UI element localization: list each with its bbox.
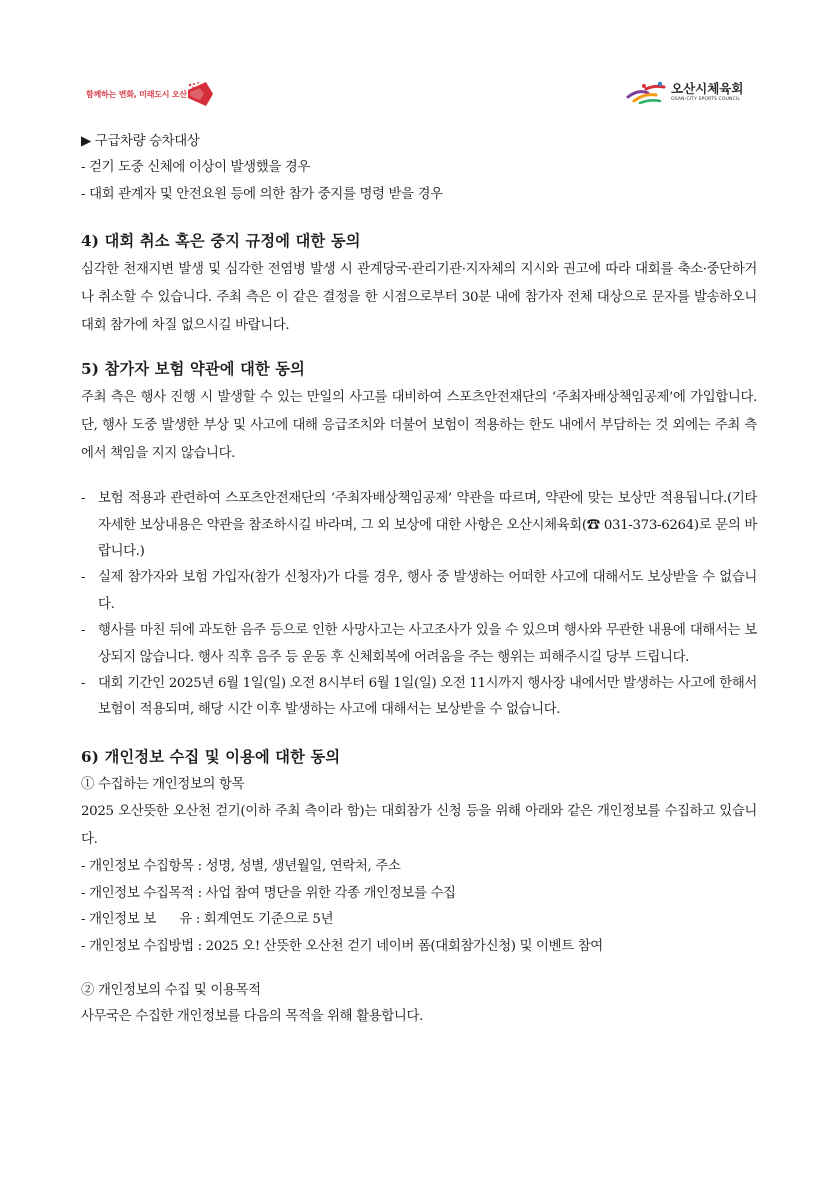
section-6-sub1-title: ① 수집하는 개인정보의 항목: [81, 776, 245, 792]
insurance-item-text: 행사를 마친 뒤에 과도한 음주 등으로 인한 사망사고는 사고조사가 있을 수 있으며 행사와 무관한 내용에 대해서는 보상되지 않습니다. 행사 직후 음주 등 운동 후 신체회복에 어려움을 주는 행위는 피해주시길 당부 드립니다.: [98, 623, 757, 665]
arrow-logo-icon: [184, 80, 214, 108]
sports-council-logo: [626, 81, 743, 105]
section-5-heading: 5) 참가자 보험 약관에 대한 동의: [81, 360, 306, 379]
slogan-text: 함께하는 변화, 미래도시 오산: [86, 89, 187, 99]
section-6-sub1-body: 2025 오산뜻한 오산천 걷기(이하 주최 측이라 함)는 대회참가 신청 등을 위해 아래와 같은 개인정보를 수집하고 있습니다.: [81, 804, 757, 848]
city-slogan-logo: [86, 80, 214, 108]
sports-council-emblem-icon: [626, 81, 666, 105]
section-5-body: 주최 측은 행사 진행 시 발생할 수 있는 만일의 사고를 대비하여 스포츠안전재단의 ‘주최자배상책임공제’에 가입합니다. 단, 행사 도중 발생한 부상 및 사고에 대해 응급조치와 더불어 보험이 적용하는 한도 내에서 부담하는 것 외에는 주최 측에서 책임을 지지 않습니다.: [81, 390, 757, 462]
insurance-item-text: 보험 적용과 관련하여 스포츠안전재단의 ‘주최자배상책임공제’ 약관을 따르며, 약관에 맞는 보상만 적용됩니다.(기타 자세한 보상내용은 약관을 참조하시길 바라며, 그 외 보상에 대한 사항은 오산시체육회(☎ 031-373-6264)로 문의 바랍니다.): [98, 491, 757, 560]
privacy-item: - 개인정보 수집항목 : 성명, 성별, 생년월일, 연락처, 주소: [81, 859, 401, 875]
insurance-item-text: 대회 기간인 2025년 6월 1일(일) 오전 8시부터 6월 1일(일) 오전 11시까지 행사장 내에서만 발생하는 사고에 한해서 보험이 적용되며, 해당 시간 이후 발생하는 사고에 대해서는 보상받을 수 없습니다.: [98, 676, 757, 718]
document-body: [81, 129, 757, 1031]
insurance-item: - 행사를 마친 뒤에 과도한 음주 등으로 인한 사망사고는 사고조사가 있을 수 있으며 행사와 무관한 내용에 대해서는 보상되지 않습니다. 행사 직후 음주 등 운동 후 신체회복에 어려움을 주는 행위는 피해주시길 당부 드립니다.: [81, 623, 757, 665]
org-name: 오산시체육회: [671, 81, 744, 97]
section-6-sub2-title: ② 개인정보의 수집 및 이용목적: [81, 982, 261, 998]
insurance-item: - 실제 참가자와 보험 가입자(참가 신청자)가 다를 경우, 행사 중 발생하는 어떠한 사고에 대해서도 보상받을 수 없습니다.: [81, 570, 757, 612]
ambulance-item: - 걷기 도중 신체에 이상이 발생했을 경우: [81, 160, 310, 176]
section-6-heading: 6) 개인정보 수집 및 이용에 대한 동의: [81, 747, 341, 766]
insurance-item-text: 실제 참가자와 보험 가입자(참가 신청자)가 다를 경우, 행사 중 발생하는 어떠한 사고에 대해서도 보상받을 수 없습니다.: [98, 570, 757, 612]
insurance-item: - 보험 적용과 관련하여 스포츠안전재단의 ‘주최자배상책임공제’ 약관을 따르며, 약관에 맞는 보상만 적용됩니다.(기타 자세한 보상내용은 약관을 참조하시길 바라며, 그 외 보상에 대한 사항은 오산시체육회(☎ 031-373-6264)로 문의 바랍니다.): [81, 491, 757, 560]
org-subtitle: OSAN-CITY SPORTS COUNCIL: [671, 96, 740, 102]
insurance-item: - 대회 기간인 2025년 6월 1일(일) 오전 8시부터 6월 1일(일) 오전 11시까지 행사장 내에서만 발생하는 사고에 한해서 보험이 적용되며, 해당 시간 이후 발생하는 사고에 대해서는 보상받을 수 없습니다.: [81, 676, 757, 718]
privacy-item: - 개인정보 수집방법 : 2025 오! 산뜻한 오산천 걷기 네이버 폼(대회참가신청) 및 이벤트 참여: [81, 938, 603, 954]
section-6-sub2-body: 사무국은 수집한 개인정보를 다음의 목적을 위해 활용합니다.: [81, 1009, 423, 1025]
section-4-body: 심각한 천재지변 발생 및 심각한 전염병 발생 시 관계당국·관리기관·지자체의 지시와 권고에 따라 대회를 축소·중단하거나 취소할 수 있습니다. 주최 측은 이 같은 결정을 한 시점으로부터 30분 내에 참가자 전체 대상으로 문자를 발송하오니 대회 참가에 차질 없으시길 바랍니다.: [81, 262, 757, 334]
ambulance-title: ▶ 구급차량 승차대상: [81, 134, 200, 149]
privacy-item: - 개인정보 수집목적 : 사업 참여 명단을 위한 각종 개인정보를 수집: [81, 885, 456, 901]
ambulance-item: - 대회 관계자 및 안전요원 등에 의한 참가 중지를 명령 받을 경우: [81, 186, 443, 202]
privacy-item: - 개인정보 보 유 : 회계연도 기준으로 5년: [81, 912, 334, 928]
section-4-heading: 4) 대회 취소 혹은 중지 규정에 대한 동의: [81, 232, 361, 251]
